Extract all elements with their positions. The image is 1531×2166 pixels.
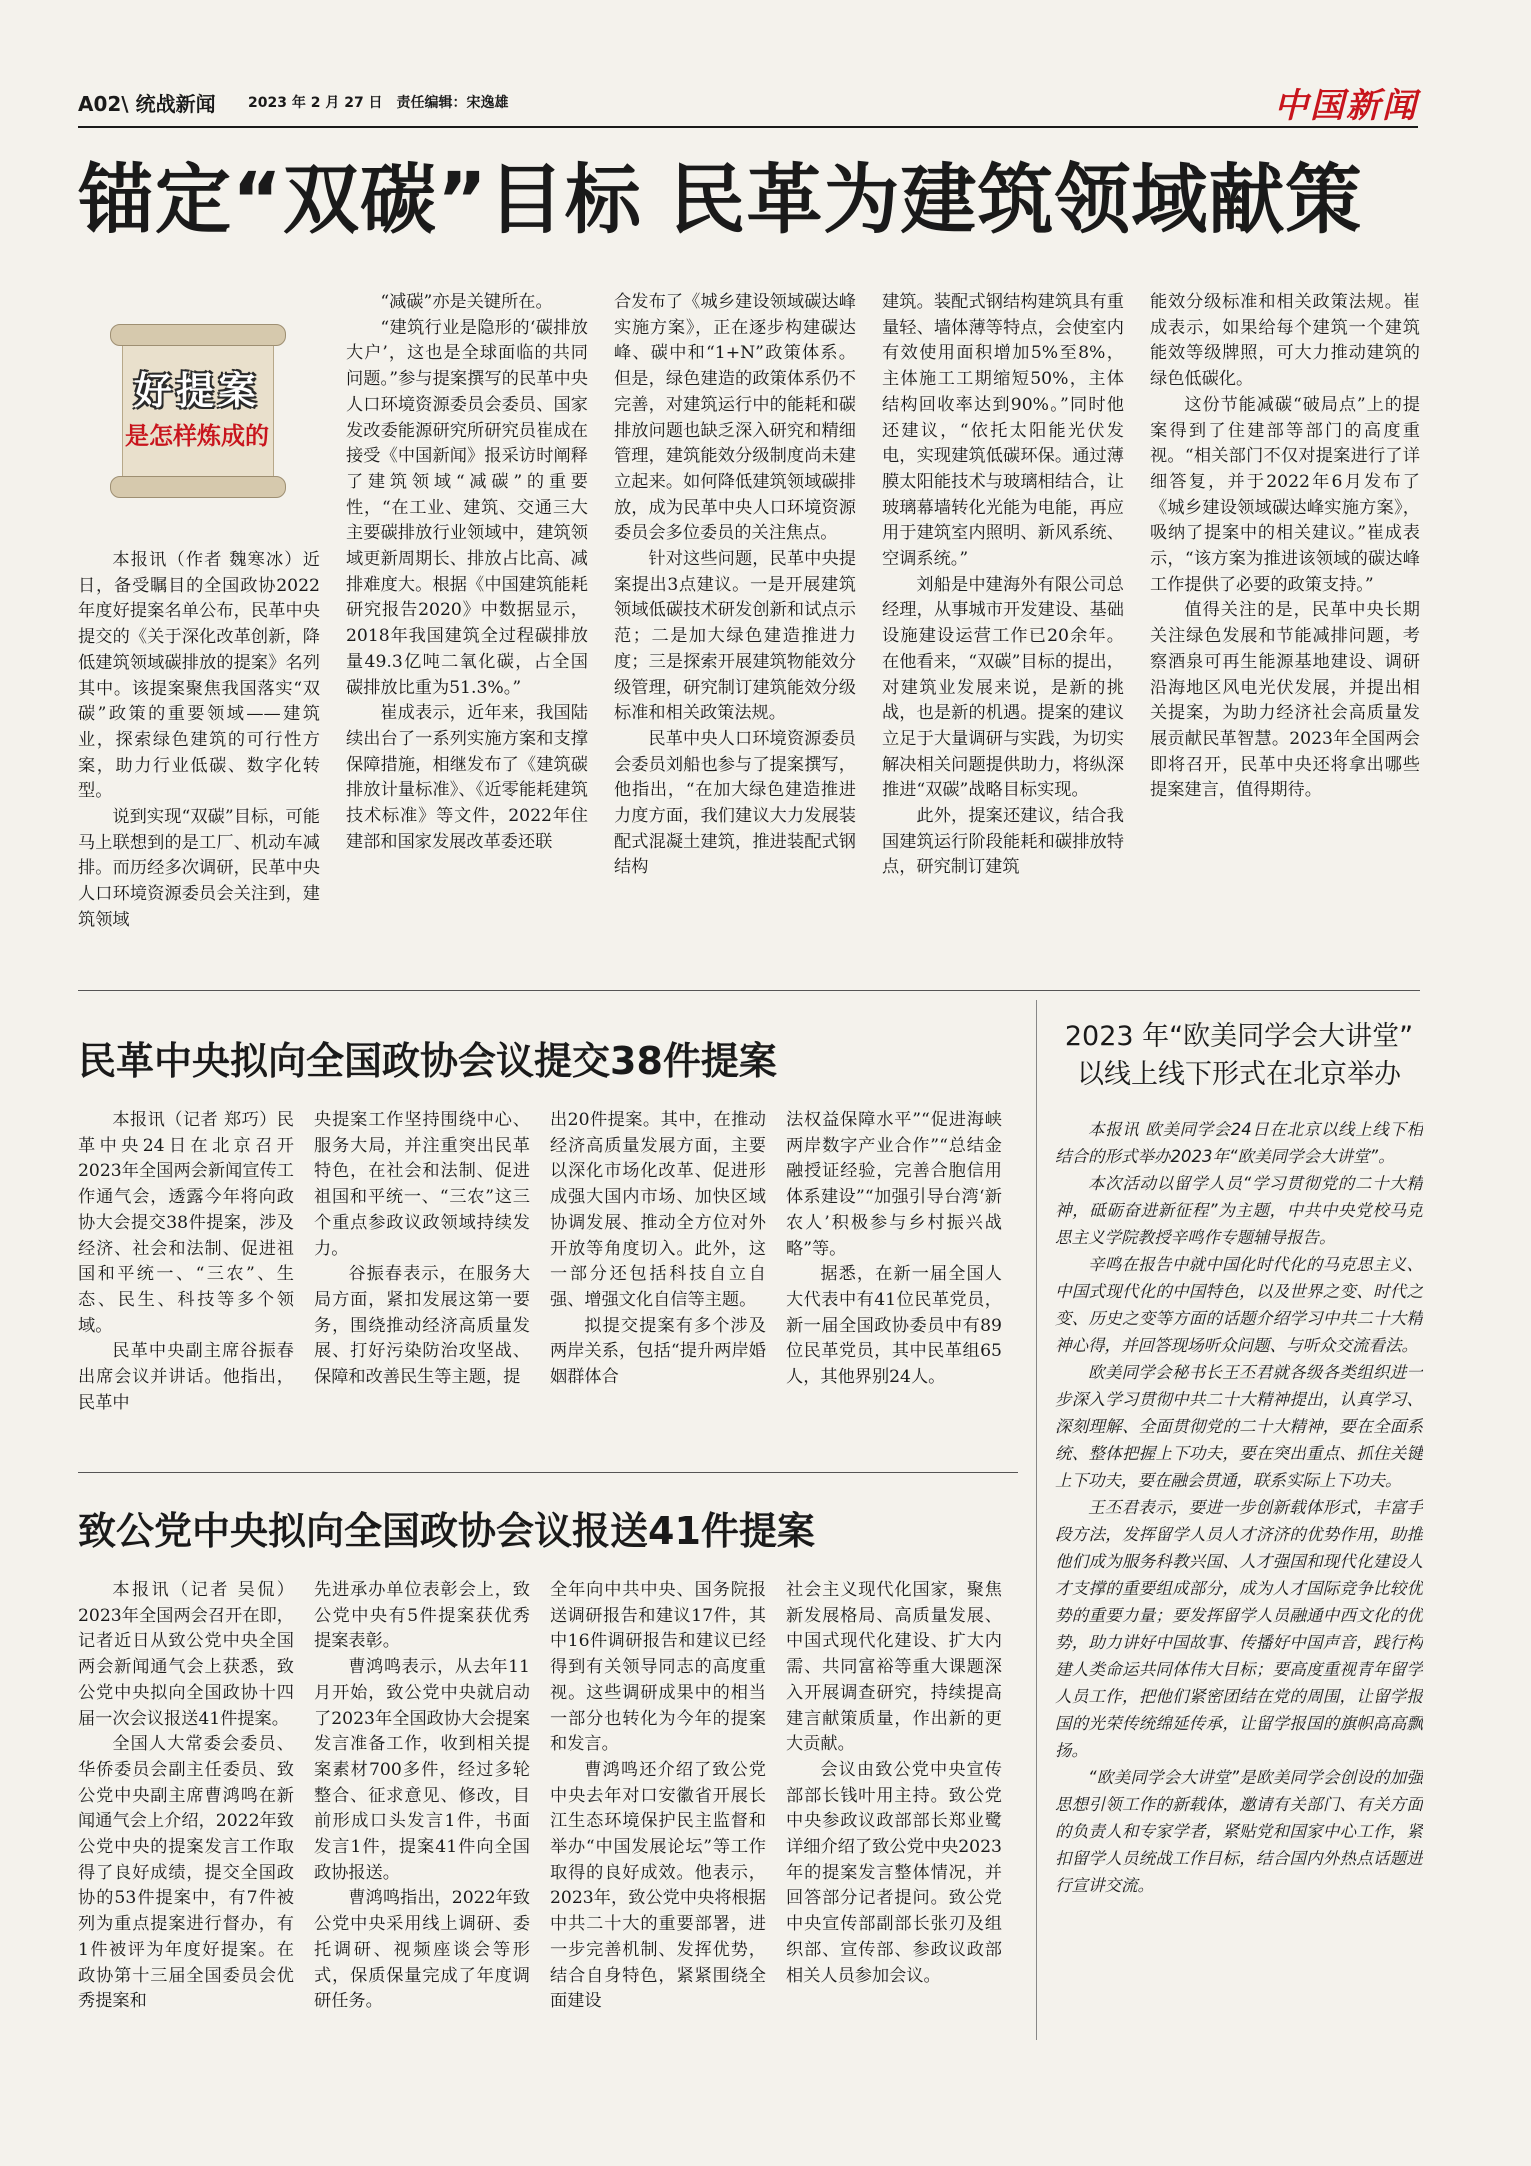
paragraph: 建筑。装配式钢结构建筑具有重量轻、墙体薄等特点，会使室内有效使用面积增加5%至8%，主体施工工期缩短50%，主体结构回收率达到90%。”同时他还建议，“依托太阳能光伏发电，实现建筑低碳环保。通过薄膜太阳能技术与玻璃相结合，让玻璃幕墙转化光能为电能，再应用于建筑室内照明、新风系统、空调系统。” [882, 292, 1124, 570]
article3-headline: 致公党中央拟向全国政协会议报送41件提案 [78, 1509, 815, 1553]
article3-col4 [786, 1578, 1002, 2044]
sidebar-body [1055, 1116, 1423, 2030]
paragraph: 法权益保障水平”“促进海峡两岸数字产业合作”“总结金融授证经验，完善合胞信用体系建设”“加强引导台湾‘新农人’积极参与乡村振兴战略”等。 [786, 1110, 1002, 1259]
paragraph: 王丕君表示，要进一步创新载体形式，丰富手段方法，发挥留学人员人才济济的优势作用，助推他们成为服务科教兴国、人才强国和现代化建设人才支撑的重要组成部分，成为人才国际竞争比较优势的重要力量；要发挥留学人员融通中西文化的优势，助力讲好中国故事、传播好中国声音，践行构建人类命运共同体伟大目标；要高度重视青年留学人员工作，把他们紧密团结在党的周围，让留学报国的光荣传统绵延传承，让留学报国的旗帜高高飘扬。 [1055, 1498, 1423, 1760]
article1-col4 [882, 290, 1124, 976]
paragraph: 全国人大常委会委员、华侨委员会副主任委员、致公党中央副主席曹鸿鸣在新闻通气会上介绍，2022年致公党中央的提案发言工作取得了良好成绩，提交全国政协的53件提案中，有7件被列为重点提案进行督办，有1件被评为年度好提案。在政协第十三届全国委员会优秀提案和 [78, 1734, 294, 2012]
paragraph: 央提案工作坚持围绕中心、服务大局，并注重突出民革特色，在社会和法制、促进祖国和平统一、“三农”这三个重点参政议政领域持续发力。 [314, 1110, 530, 1259]
paragraph: 辛鸣在报告中就中国化时代化的马克思主义、中国式现代化的中国特色，以及世界之变、时代之变、历史之变等方面的话题介绍学习中共二十大精神心得，并回答现场听众问题、与听众交流看法。 [1055, 1255, 1423, 1355]
paragraph: 谷振春表示，在服务大局方面，紧扣发展这第一要务，围绕推动经济高质量发展、打好污染防治攻坚战、保障和改善民生等主题，提 [314, 1264, 530, 1388]
article2-col1 [78, 1108, 294, 1458]
paragraph: 拟提交提案有多个涉及两岸关系，包括“提升两岸婚姻群体合 [550, 1315, 766, 1388]
paragraph: 曹鸿鸣还介绍了致公党中央去年对口安徽省开展长江生态环境保护民主监督和举办“中国发展论坛”等工作取得的良好成效。他表示，2023年，致公党中央将根据中共二十大的重要部署，进一步完善机制、发挥优势，结合自身特色，紧紧围绕全面建设 [550, 1759, 766, 2012]
paragraph: 全年向中共中央、国务院报送调研报告和建议17件，其中16件调研报告和建议已经得到有关领导同志的高度重视。这些调研成果中的相当一部分也转化为今年的提案和发言。 [550, 1580, 766, 1755]
sidebar-divider [1036, 1000, 1037, 2040]
paragraph: 崔成表示，近年来，我国陆续出台了一系列实施方案和支撑保障措施，相继发布了《建筑碳排放计量标准》、《近零能耗建筑技术标准》等文件，2022年住建部和国家发展改革委还联 [346, 703, 588, 852]
article1-col2 [346, 290, 588, 976]
paragraph: 本报讯（作者 魏寒冰）近日，备受瞩目的全国政协2022年度好提案名单公布，民革中央提交的《关于深化改革创新，降低建筑领域碳排放的提案》名列其中。该提案聚焦我国落实“双碳”政策的重要领域——建筑业，探索绿色建筑的可行性方案，助力行业低碳、数字化转型。 [78, 550, 320, 802]
paragraph: “欧美同学会大讲堂”是欧美同学会创设的加强思想引领工作的新载体，邀请有关部门、有关方面的负责人和专家学者，紧贴党和国家中心工作，紧扣留学人员统战工作目标，结合国内外热点话题进行宣讲交流。 [1055, 1768, 1423, 1895]
paragraph: 合发布了《城乡建设领域碳达峰实施方案》，正在逐步构建碳达峰、碳中和“1+N”政策体系。但是，绿色建造的政策体系仍不完善，对建筑运行中的能耗和碳排放问题也缺乏深入研究和精细管理，建筑能效分级制度尚未建立起来。如何降低建筑领域碳排放，成为民革中央人口环境资源委员会多位委员的关注焦点。 [614, 292, 856, 544]
section-divider [78, 990, 1420, 991]
paragraph: 欧美同学会秘书长王丕君就各级各类组织进一步深入学习贯彻中共二十大精神提出，认真学习、深刻理解、全面贯彻党的二十大精神，要在全面系统、整体把握上下功夫，要在突出重点、抓住关键上下功夫，要在融会贯通，联系实际上下功夫。 [1055, 1363, 1423, 1490]
sidebar-title [1055, 1018, 1423, 1094]
paragraph: 会议由致公党中央宣传部部长钱叶用主持。致公党中央参政议政部部长郑业鹭详细介绍了致公党中央2023年的提案发言整体情况，并回答部分记者提问。致公党中央宣传部副部长张刃及组织部、宣传部、参政议政部相关人员参加会议。 [786, 1759, 1002, 1986]
paragraph: 这份节能减碳“破局点”上的提案得到了住建部等部门的高度重视。“相关部门不仅对提案进行了详细答复，并于2022年6月发布了《城乡建设领域碳达峰实施方案》，吸纳了提案中的相关建议。”崔成表示，“该方案为推进该领域的碳达峰工作提供了必要的政策支持。” [1150, 394, 1420, 595]
article3-col2 [314, 1578, 530, 2044]
article2-headline: 民革中央拟向全国政协会议提交38件提案 [78, 1039, 777, 1083]
main-headline: 锚定“双碳”目标 民革为建筑领域献策 [78, 155, 1363, 244]
article1-col5 [1150, 290, 1420, 976]
paragraph: 曹鸿鸣指出，2022年致公党中央采用线上调研、委托调研、视频座谈会等形式，保质保量完成了年度调研任务。 [314, 1888, 530, 2012]
paragraph: 值得关注的是，民革中央长期关注绿色发展和节能减排问题，考察酒泉可再生能源基地建设、调研沿海地区风电光伏发展，并提出相关提案，为助力经济社会高质量发展贡献民革智慧。2023年全国两会即将召开，民革中央还将拿出哪些提案建言，值得期待。 [1150, 600, 1420, 801]
article2-col3 [550, 1108, 766, 1458]
article3-col1 [78, 1578, 294, 2044]
scroll-roll-top [110, 324, 286, 346]
section-divider [78, 1472, 1018, 1473]
article1-col3 [614, 290, 856, 976]
sidebar-title-line2: 以线上线下形式在北京举办 [1077, 1059, 1401, 1090]
paragraph: 据悉，在新一届全国人大代表中有41位民革党员，新一届全国政协委员中有89位民革党员，其中民革组65人，其他界别24人。 [786, 1264, 1002, 1388]
article2-col2 [314, 1108, 530, 1458]
paragraph: 出20件提案。其中，在推动经济高质量发展方面，主要以深化市场化改革、促进形成强大国内市场、加快区域协调发展、推动全方位对外开放等角度切入。此外，这一部分还包括科技自立自强、增强文化自信等主题。 [550, 1110, 766, 1310]
sidebar-title-line1: 2023 年“欧美同学会大讲堂” [1064, 1021, 1414, 1052]
paragraph: 本报讯（记者 吴侃）2023年全国两会召开在即，记者近日从致公党中央全国两会新闻通气会上获悉，致公党中央拟向全国政协十四届一次会议报送41件提案。 [78, 1580, 294, 1729]
paragraph: 民革中央副主席谷振春出席会议并讲话。他指出，民革中 [78, 1341, 294, 1413]
brand-logo: 中国新闻 [1274, 86, 1418, 126]
paragraph: 先进承办单位表彰会上，致公党中央有5件提案获优秀提案表彰。 [314, 1580, 530, 1652]
paragraph: 本报讯 欧美同学会24日在北京以线上线下相结合的形式举办2023年“欧美同学会大讲堂”。 [1055, 1120, 1423, 1166]
paragraph: 本报讯（记者 郑巧）民革中央24日在北京召开2023年全国两会新闻宣传工作通气会，透露今年将向政协大会提交38件提案，涉及经济、社会和法制、促进祖国和平统一、“三农”、生态、民生、科技等多个领域。 [78, 1110, 294, 1336]
paragraph: 能效分级标准和相关政策法规。崔成表示，如果给每个建筑一个建筑能效等级牌照，可大力推动建筑的绿色低碳化。 [1150, 292, 1420, 390]
article3-col3 [550, 1578, 766, 2044]
paragraph: 针对这些问题，民革中央提案提出3点建议。一是开展建筑领域低碳技术研发创新和试点示范；二是加大绿色建造推进力度；三是探索开展建筑物能效分级管理，研究制订建筑能效分级标准和相关政策法规。 [614, 549, 856, 724]
article1-col1 [78, 548, 320, 976]
page-label: A02\ 统战新闻 [78, 92, 216, 116]
scroll-roll-bottom [110, 476, 286, 498]
article2-col4 [786, 1108, 1002, 1458]
masthead-rule [78, 126, 1418, 128]
masthead [78, 82, 1418, 124]
paragraph: 民革中央人口环境资源委员会委员刘船也参与了提案撰写，他指出，“在加大绿色建造推进力度方面，我们建议大力发展装配式混凝土建筑，推进装配式钢结构 [614, 728, 856, 878]
paragraph: 社会主义现代化国家，聚焦新发展格局、高质量发展、中国式现代化建设、扩大内需、共同富裕等重大课题深入开展调查研究，持续提高建言献策质量，作出新的更大贡献。 [786, 1580, 1002, 1755]
paragraph: 曹鸿鸣表示，从去年11月开始，致公党中央就启动了2023年全国政协大会提案发言准备工作，收到相关提案素材700多件，经过多轮整合、征求意见、修改，目前形成口头发言1件，书面发言1件，提案41件向全国政协报送。 [314, 1657, 530, 1883]
scroll-illustration [104, 320, 290, 496]
scroll-subtitle: 是怎样炼成的 [125, 422, 269, 450]
paragraph: 本次活动以留学人员“学习贯彻党的二十大精神，砥砺奋进新征程”为主题，中共中央党校马克思主义学院教授辛鸣作专题辅导报告。 [1055, 1174, 1423, 1247]
paragraph: “减碳”亦是关键所在。 [380, 292, 553, 312]
paragraph: “建筑行业是隐形的‘碳排放大户’，这也是全球面临的共同问题。”参与提案撰写的民革中央人口环境资源委员会委员、国家发改委能源研究所研究员崔成在接受《中国新闻》报采访时阐释了建筑领域“减碳”的重要性，“在工业、建筑、交通三大主要碳排放行业领域中，建筑领域更新周期长、排放占比高、减排难度大。根据《中国建筑能耗研究报告2020》中数据显示，2018年我国建筑全过程碳排放量49.3亿吨二氧化碳，占全国碳排放比重为51.3%。” [346, 317, 588, 698]
page-meta: 2023 年 2 月 27 日 责任编辑：宋逸雄 [248, 95, 509, 111]
scroll-title: 好提案 [133, 369, 260, 413]
paragraph: 说到实现“双碳”目标，可能马上联想到的是工厂、机动车减排。而历经多次调研，民革中央人口环境资源委员会关注到，建筑领域 [78, 807, 320, 930]
paragraph: 刘船是中建海外有限公司总经理，从事城市开发建设、基础设施建设运营工作已20余年。在他看来，“双碳”目标的提出，对建筑业发展来说，是新的挑战，也是新的机遇。提案的建议立足于大量调研与实践，为切实解决相关问题提供助力，将纵深推进“双碳”战略目标实现。 [882, 574, 1124, 801]
paragraph: 此外，提案还建议，结合我国建筑运行阶段能耗和碳排放特点，研究制订建筑 [882, 806, 1124, 878]
